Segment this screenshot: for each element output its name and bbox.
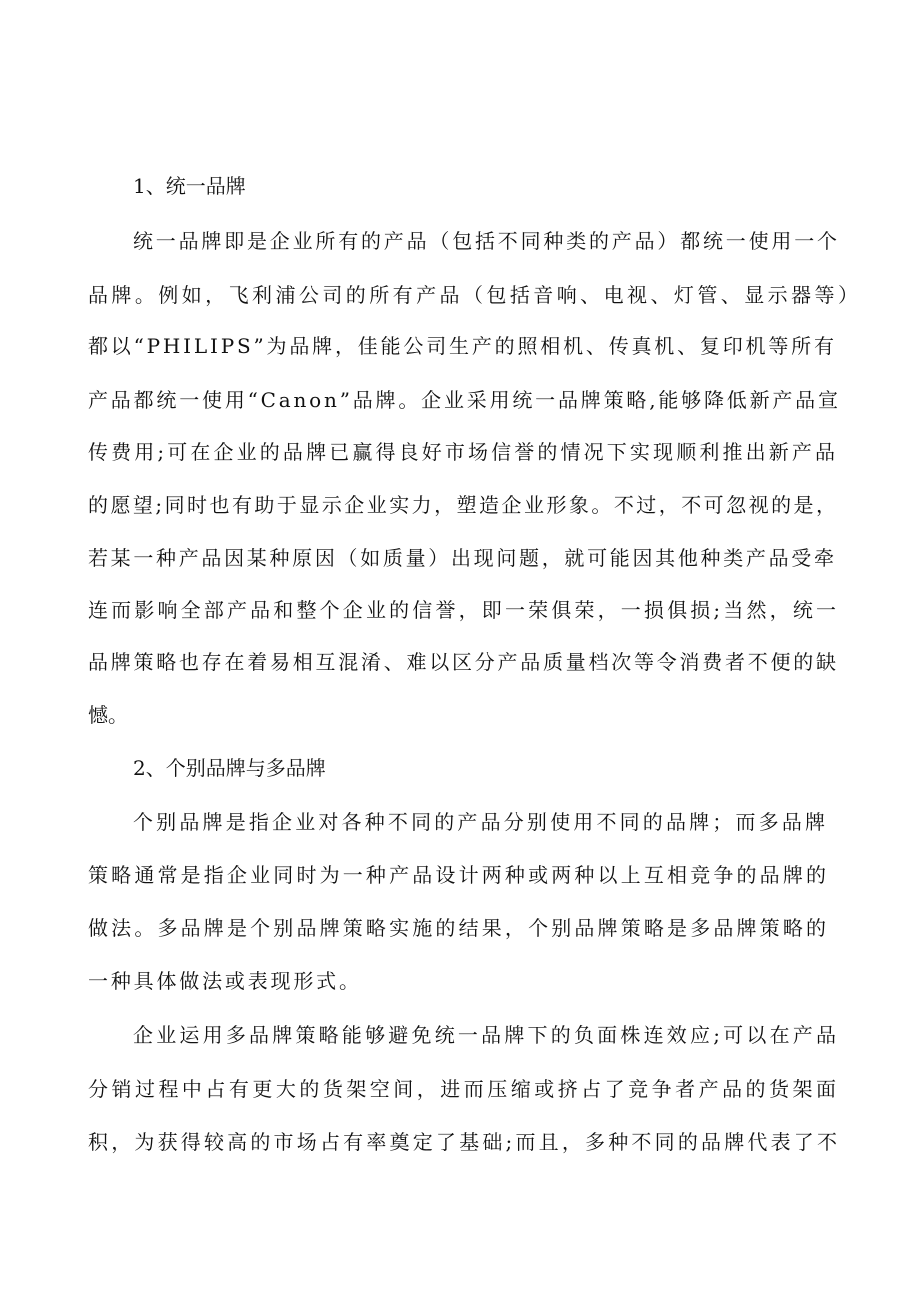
paragraph-2-line-4: 一种具体做法或表现形式。 bbox=[88, 969, 362, 993]
paragraph-1-line-2: 品牌。例如，飞利浦公司的所有产品（包括音响、电视、灯管、显示器等） bbox=[88, 283, 862, 307]
paragraph-1-line-5: 传费用;可在企业的品牌已赢得良好市场信誉的情况下实现顺利推出新产品 bbox=[88, 440, 839, 464]
paragraph-2-line-2: 策略通常是指企业同时为一种产品设计两种或两种以上互相竞争的品牌的 bbox=[88, 863, 830, 887]
paragraph-3-line-3: 积，为获得较高的市场占有率奠定了基础;而且，多种不同的品牌代表了不 bbox=[88, 1130, 841, 1154]
paragraph-2-line-3: 做法。多品牌是个别品牌策略实施的结果，个别品牌策略是多品牌策略的 bbox=[88, 916, 830, 940]
paragraph-1-line-10: 憾。 bbox=[88, 703, 128, 727]
paragraph-1-line-7: 若某一种产品因某种原因（如质量）出现问题，就可能因其他种类产品受牵 bbox=[88, 546, 837, 570]
paragraph-3-line-1: 企业运用多品牌策略能够避免统一品牌下的负面株连效应;可以在产品 bbox=[133, 1023, 840, 1047]
paragraph-1-line-3: 都以“PHILIPS”为品牌，佳能公司生产的照相机、传真机、复印机等所有 bbox=[88, 334, 837, 358]
paragraph-1-line-9: 品牌策略也存在着易相互混淆、难以区分产品质量档次等令消费者不便的缺 bbox=[88, 650, 839, 674]
paragraph-1-line-1: 统一品牌即是企业所有的产品（包括不同种类的产品）都统一使用一个 bbox=[133, 229, 840, 253]
paragraph-1-line-8: 连而影响全部产品和整个企业的信誉，即一荣俱荣，一损俱损;当然，统一 bbox=[88, 598, 840, 622]
paragraph-1-line-4: 产品都统一使用“Canon”品牌。企业采用统一品牌策略,能够降低新产品宣 bbox=[88, 388, 841, 412]
paragraph-1-line-6: 的愿望;同时也有助于显示企业实力，塑造企业形象。不过，不可忽视的是， bbox=[88, 493, 839, 517]
paragraph-3-line-2: 分销过程中占有更大的货架空间，进而压缩或挤占了竞争者产品的货架面 bbox=[88, 1077, 840, 1101]
section-heading-2: 2、个别品牌与多品牌 bbox=[133, 756, 326, 780]
section-heading-1: 1、统一品牌 bbox=[133, 174, 246, 198]
paragraph-2-line-1: 个别品牌是指企业对各种不同的产品分别使用不同的品牌；而多品牌 bbox=[133, 810, 829, 834]
